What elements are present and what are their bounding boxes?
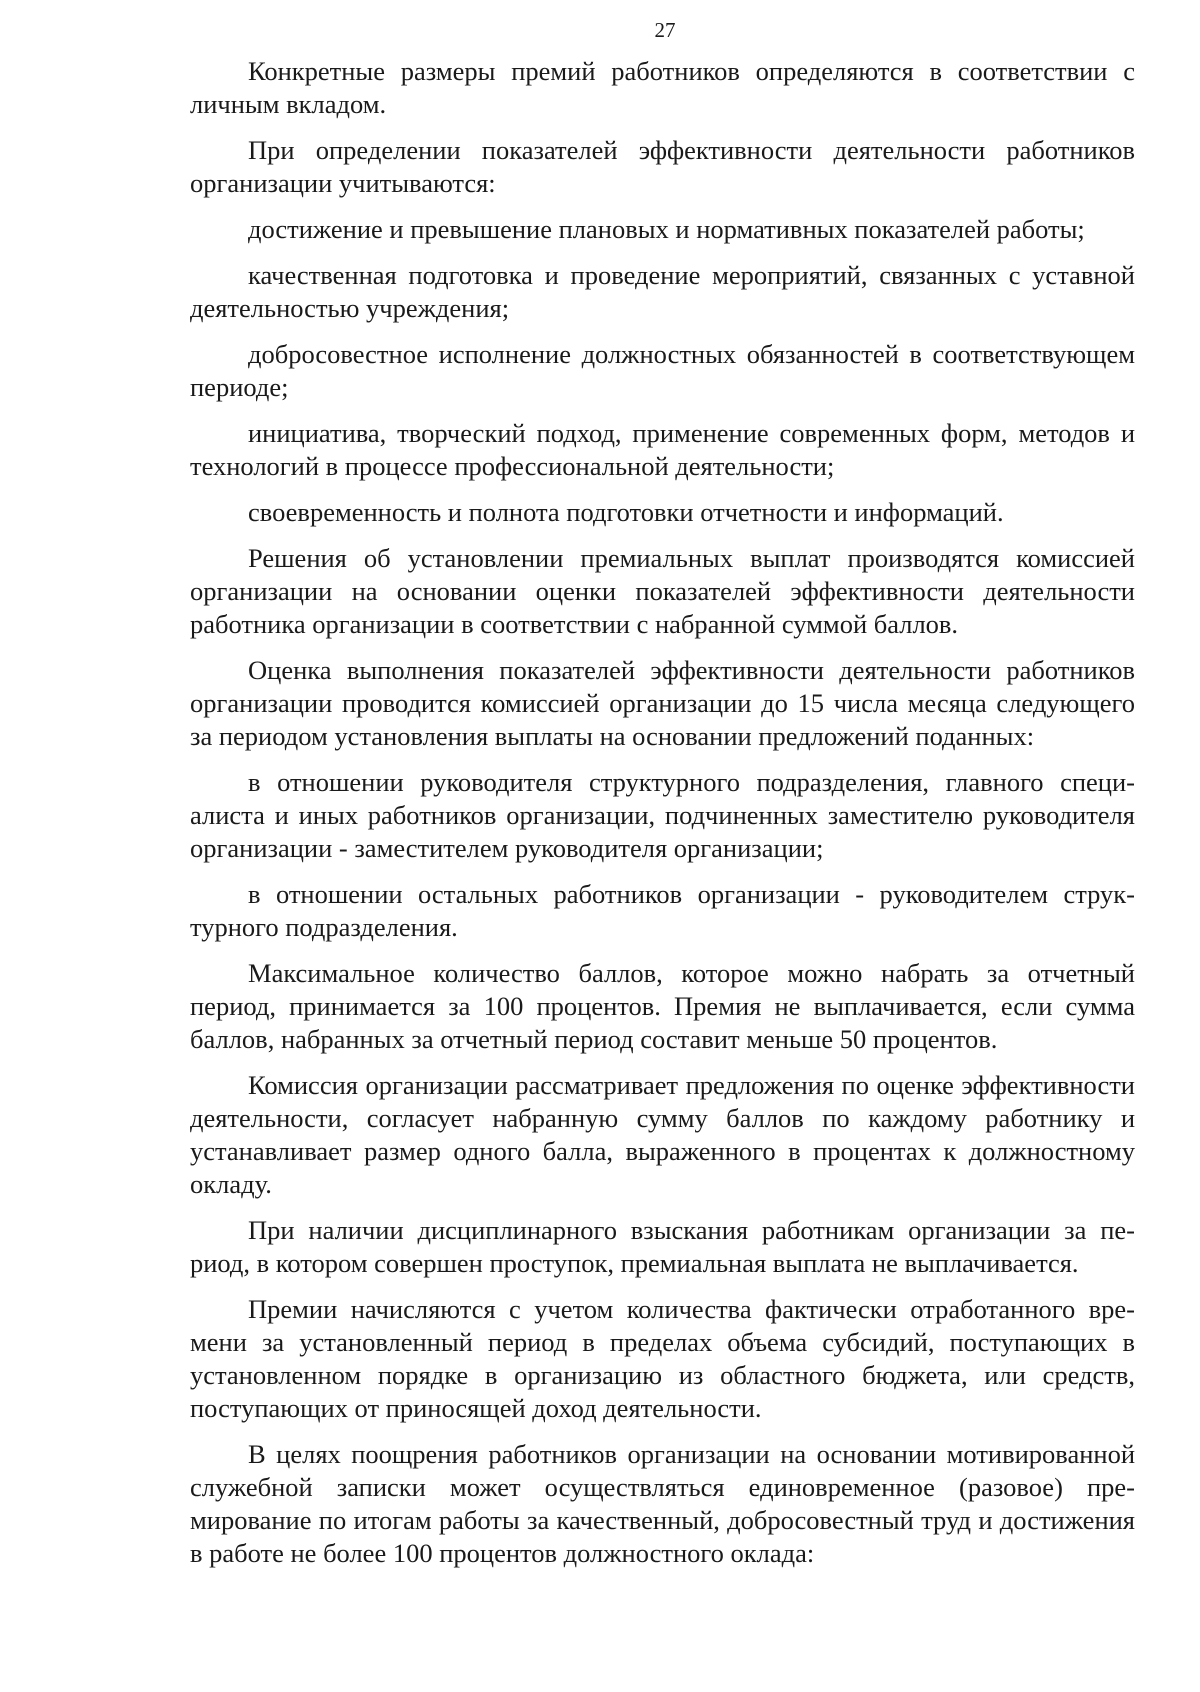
paragraph: Решения об установлении премиальных выплат производятся комиссией организации на основании оценки показателей эффективности деятельности работника организации в соответствии с набранной суммой баллов. [190,543,1135,639]
list-item: добросовестное исполнение должностных обязанностей в соответствующем периоде; [190,339,1135,402]
document-body [190,55,1135,1583]
list-item: своевременность и полнота подготовки отчетности и информаций. [248,497,1004,527]
paragraph: При наличии дисциплинарного взыскания работникам организации за период, в котором совершен проступок, премиальная выплата не выплачивается. [190,1215,1135,1278]
paragraph: Комиссия организации рассматривает предложения по оценке эффективности деятельности, согласует набранную сумму баллов по каждому работнику и устанавливает размер одного балла, выраженного в процентах к должностному окладу. [190,1070,1135,1199]
list-item: качественная подготовка и проведение мероприятий, связанных с уставной деятельностью учреждения; [190,260,1135,323]
list-item: инициатива, творческий подход, применение современных форм, методов и технологий в процессе профессиональной деятельности; [190,418,1135,481]
list-item: в отношении остальных работников организации - руководителем структурного подразделения. [190,879,1135,942]
list-item: в отношении руководителя структурного подразделения, главного специалиста и иных работников организации, подчиненных заместителю руководителя организации - заместителем руководителя организации; [190,767,1135,863]
paragraph: Оценка выполнения показателей эффективности деятельности работников организации проводится комиссией организации до 15 числа месяца следующего за периодом установления выплаты на основании предложений поданных: [190,655,1135,751]
paragraph: Конкретные размеры премий работников определяются в соответствии с личным вкладом. [190,56,1135,119]
paragraph: Максимальное количество баллов, которое можно набрать за отчетный период, принимается за 100 процентов. Премия не выплачивается, если сумма баллов, набранных за отчетный период составит меньше 50 процентов. [190,958,1135,1054]
paragraph: В целях поощрения работников организации на основании мотивированной служебной записки может осуществляться единовременное (разовое) премирование по итогам работы за качественный, добросовестный труд и достижения в работе не более 100 процентов должностного оклада: [190,1439,1135,1568]
page-number: 27 [654,18,676,42]
paragraph: Премии начисляются с учетом количества фактически отработанного времени за установленный период в пределах объема субсидий, поступающих в установленном порядке в организацию из областного бюджета, или средств, поступающих от приносящей доход деятельности. [190,1294,1135,1423]
paragraph: При определении показателей эффективности деятельности работников организации учитываются: [190,135,1135,198]
list-item: достижение и превышение плановых и нормативных показателей работы; [248,214,1085,244]
